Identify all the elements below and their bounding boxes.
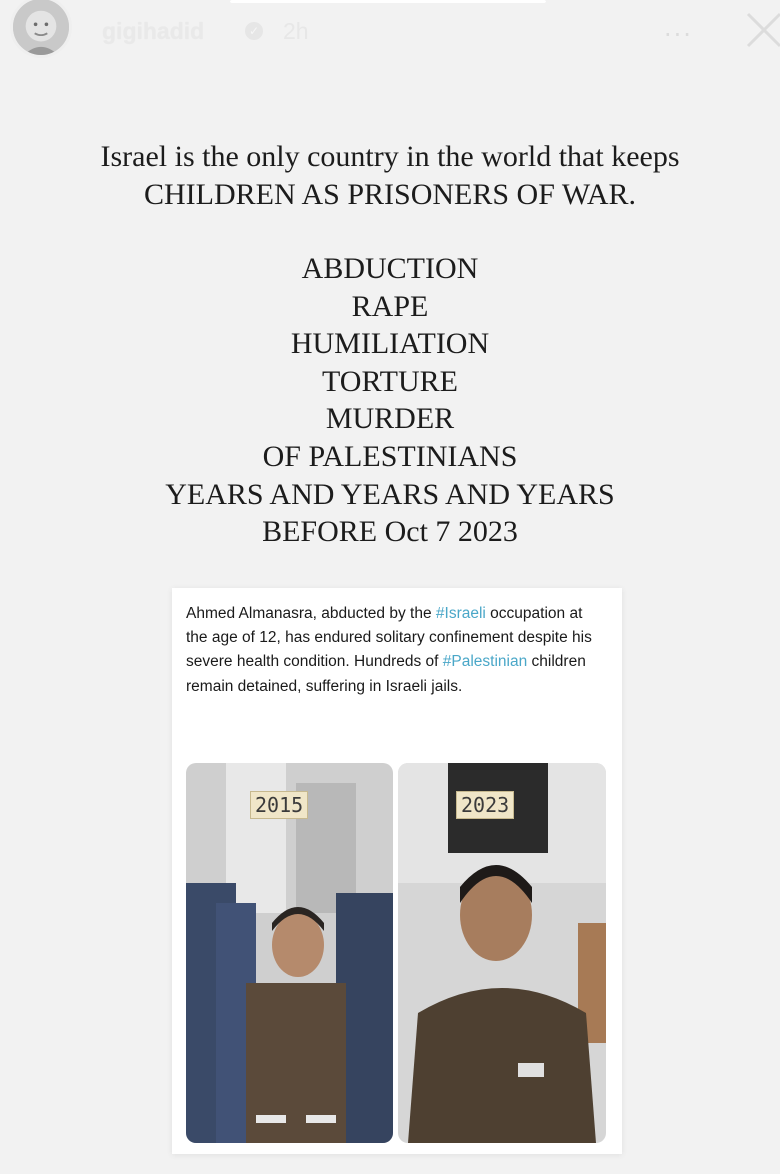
avatar[interactable] [10,0,72,58]
headline-line-2: CHILDREN AS PRISONERS OF WAR. [143,178,637,211]
abuse-list [0,250,780,551]
year-label-2015: 2015 [250,791,308,819]
list-item: ABDUCTION [301,252,479,285]
post-text-part: children remain detained, suffering in Israeli jails. [186,653,586,695]
story-header [0,0,780,70]
list-item: OF PALESTINIANS [262,439,518,473]
post-time: 2h [283,18,309,44]
list-item: BEFORE Oct 7 2023 [262,515,518,549]
photo-2015[interactable] [186,763,393,1143]
verified-badge-icon: ✓ [245,22,263,40]
hashtag-israeli[interactable]: #Israeli [435,605,486,622]
username[interactable]: gigihadid [102,18,205,44]
more-options-icon[interactable]: ... [664,14,693,42]
list-item: HUMILIATION [290,327,490,361]
list-item: MURDER [325,402,455,436]
list-item: RAPE [351,289,429,323]
post-text-part: Ahmed Almanasra, abducted by the [186,605,436,622]
list-item: YEARS AND YEARS AND YEARS [165,477,615,511]
post-text [186,602,606,699]
post-text-part: occupation at the age of 12, has endured solitary confinement despite his severe health condition. Hundreds of [186,605,592,671]
year-label-2023: 2023 [456,791,514,819]
embedded-post-card[interactable] [172,588,622,1154]
hashtag-palestinian[interactable]: #Palestinian [442,653,528,671]
headline [0,138,780,214]
photo-comparison [186,763,606,1143]
list-item: TORTURE [322,364,458,398]
photo-2023[interactable] [398,763,606,1143]
close-icon[interactable] [742,8,780,48]
headline-line-1: Israel is the only country in the world that keeps [100,140,680,173]
